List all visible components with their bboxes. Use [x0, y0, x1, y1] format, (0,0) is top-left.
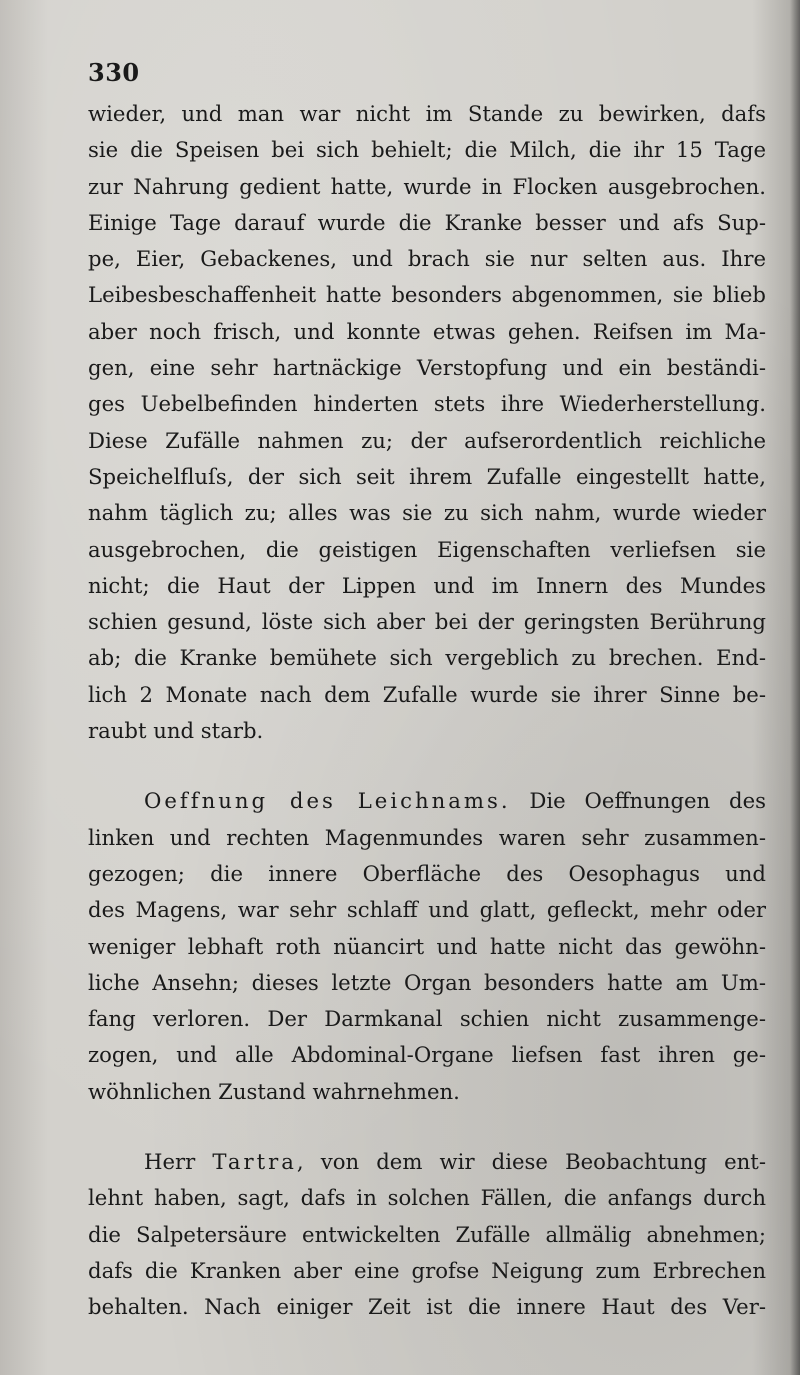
text-fragment: Herr: [144, 1149, 196, 1175]
text-line: dafs die Kranken aber eine grofse Neigung zum Erbrechen: [88, 1257, 766, 1283]
text-line: schien gesund, löste sich aber bei der geringsten Berührung: [88, 609, 766, 635]
text-line: ab; die Kranke bemühete sich vergeblich zu brechen. End-: [88, 645, 766, 671]
text-line: zur Nahrung gedient hatte, wurde in Flocken ausgebrochen.: [88, 173, 766, 199]
text-line: lich 2 Monate nach dem Zufalle wurde sie ihrer Sinne be-: [88, 681, 766, 707]
text-line: raubt und starb.: [88, 718, 264, 744]
text-line: ausgebrochen, die geistigen Eigenschaften verliefsen sie: [88, 536, 766, 562]
paragraph-1: [88, 96, 766, 749]
text-line: pe, Eier, Gebackenes, und brach sie nur selten aus. Ihre: [88, 246, 766, 272]
page-edge-shadow: [790, 0, 800, 1375]
text-line: wieder, und man war nicht im Stande zu bewirken, dafs: [88, 101, 766, 126]
paragraph-3: [88, 1144, 766, 1325]
text-line: des Magens, war sehr schlaff und glatt, gefleckt, mehr oder: [88, 897, 766, 923]
text-line: nahm täglich zu; alles was sie zu sich nahm, wurde wieder: [88, 500, 766, 526]
text-line: nicht; die Haut der Lippen und im Innern des Mundes: [88, 572, 766, 598]
text-fragment: , von dem wir diese Beobachtung ent-: [296, 1149, 766, 1175]
text-line: Leibesbeschaffenheit hatte besonders abgenommen, sie blieb: [88, 282, 766, 308]
text-line: lehnt haben, sagt, dafs in solchen Fällen, die anfangs durch: [88, 1185, 766, 1211]
author-name: Tartra: [212, 1149, 297, 1175]
text-line: gezogen; die innere Oberfläche des Oesophagus und: [88, 860, 766, 886]
text-line: Speichelfluſs, der sich seit ihrem Zufalle eingestellt hatte,: [88, 463, 766, 489]
text-line: Einige Tage darauf wurde die Kranke besser und afs Sup-: [88, 209, 766, 235]
body-text: [88, 96, 766, 1326]
text-line: wöhnlichen Zustand wahrnehmen.: [88, 1078, 460, 1104]
text-line: sie die Speisen bei sich behielt; die Milch, die ihr 15 Tage: [88, 137, 766, 163]
text-line: ges Uebelbefinden hinderten stets ihre Wiederherstellung.: [88, 391, 766, 417]
text-line: fang verloren. Der Darmkanal schien nicht zusammenge-: [88, 1006, 766, 1032]
heading-continuation: Die Oeffnungen des: [529, 788, 766, 814]
page-number: 330: [88, 58, 140, 87]
text-line: Diese Zufälle nahmen zu; der aufserordentlich reichliche: [88, 427, 766, 453]
text-line: liche Ansehn; dieses letzte Organ besonders hatte am Um-: [88, 969, 766, 995]
text-line: [88, 1144, 766, 1180]
text-line: gen, eine sehr hartnäckige Verstopfung und ein beständi-: [88, 355, 766, 381]
paragraph-2: [88, 783, 766, 1110]
text-line: die Salpetersäure entwickelten Zufälle allmälig abnehmen;: [88, 1221, 766, 1247]
text-line: weniger lebhaft roth nüancirt und hatte nicht das gewöhn-: [88, 933, 766, 959]
text-line: linken und rechten Magenmundes waren sehr zusammen-: [88, 824, 766, 850]
text-line: zogen, und alle Abdominal-Organe liefsen fast ihren ge-: [88, 1042, 766, 1068]
text-line: [88, 783, 766, 819]
section-heading: Oeffnung des Leichnams.: [144, 788, 511, 814]
text-line: behalten. Nach einiger Zeit ist die innere Haut des Ver-: [88, 1294, 766, 1320]
text-line: aber noch frisch, und konnte etwas gehen. Reifsen im Ma-: [88, 318, 766, 344]
